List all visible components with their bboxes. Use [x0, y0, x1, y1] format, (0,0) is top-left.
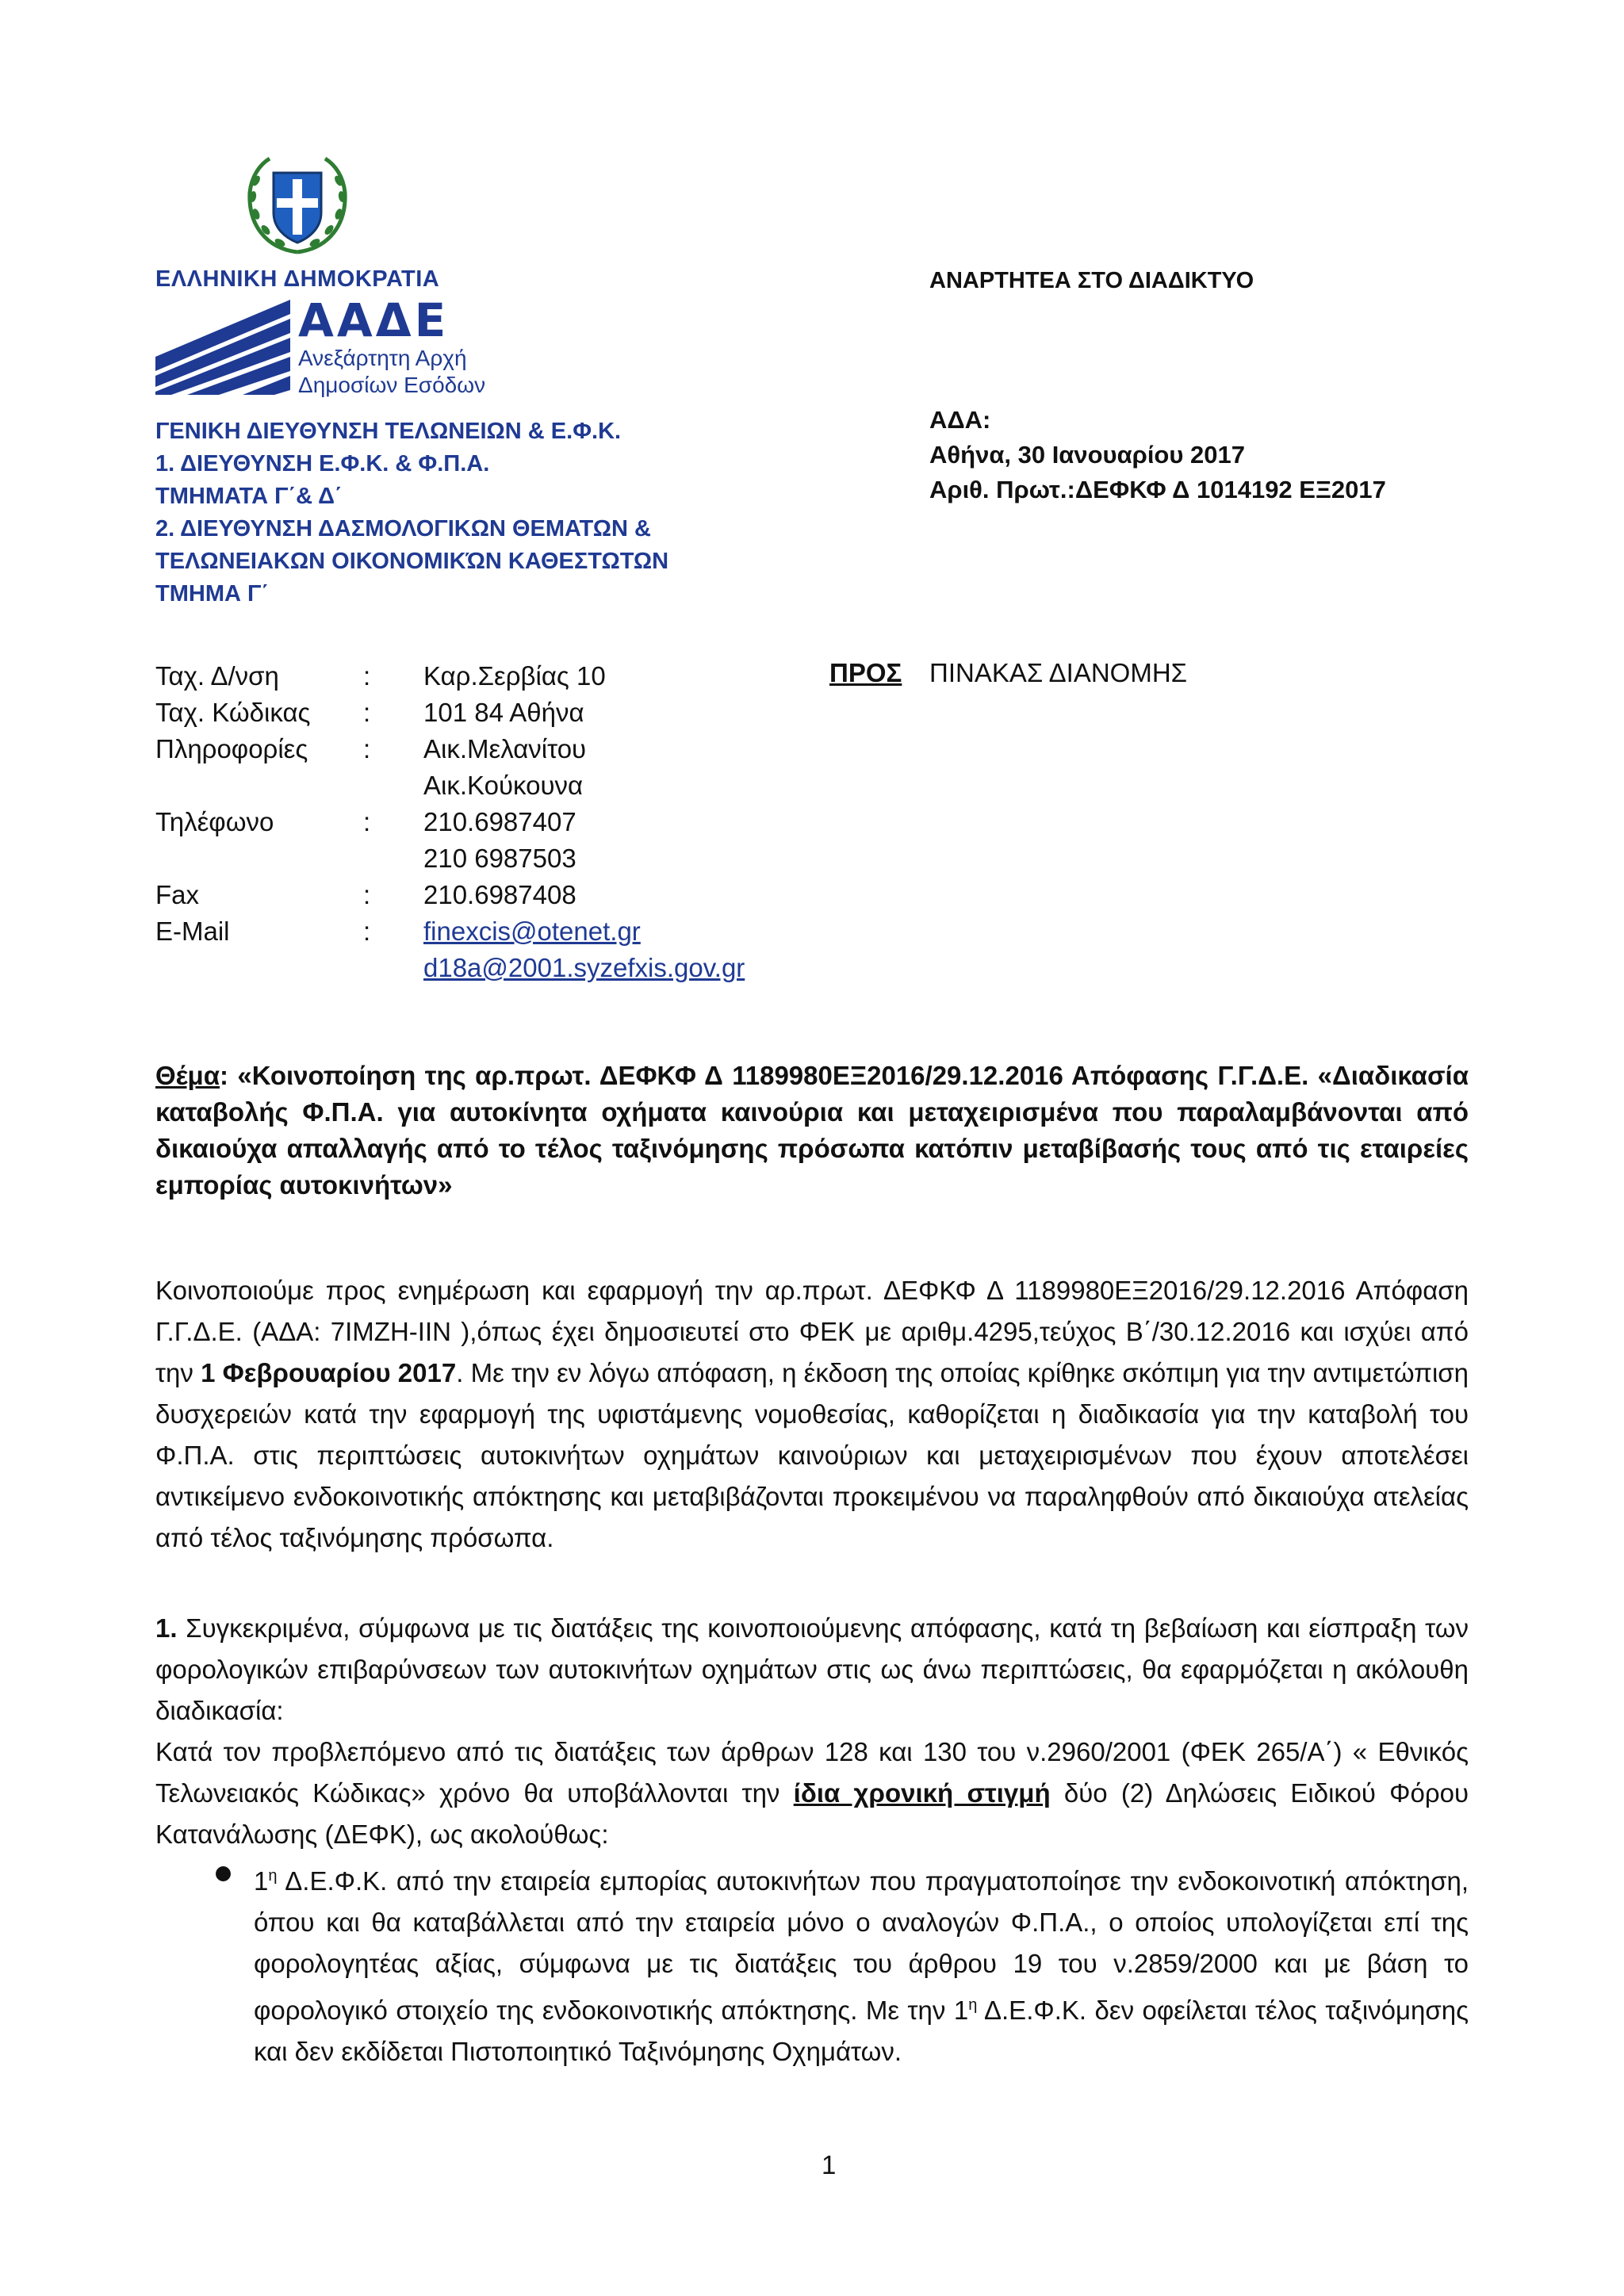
body-paragraph — [155, 1270, 1469, 1559]
paragraph-text: Κοινοποιούμε προς ενημέρωση και εφαρμογή την αρ.πρωτ. ΔΕΦΚΦ Δ 1189980ΕΞ2016/29.12.2016 Απόφαση Γ.Γ.Δ.Ε. (ΑΔΑ: 7ΙΜΖΗ-ΙΙΝ ),όπως έχει δημοσιευτεί στο ΦΕΚ με αριθμ.4295,τεύχος Β΄/30.12.2016 και ισχύει από την — [155, 1276, 1469, 1387]
list-item-text: Δ.Ε.Φ.Κ. δεν οφείλεται τέλος ταξινόμησης και δεν εκδίδεται Πιστοποιητικό Ταξινόμησης Οχημάτων. — [254, 1996, 1469, 2066]
email-link[interactable]: finexcis@otenet.gr — [423, 916, 641, 946]
contact-label: Τηλέφωνο — [155, 807, 274, 836]
issuer-line: ΤΕΛΩΝΕΙΑΚΩΝ ΟΙΚΟΝΟΜΙΚΏΝ ΚΑΘΕΣΤΩΤΩΝ — [155, 549, 669, 574]
ordinal: 1 — [254, 1866, 269, 1896]
contact-row — [155, 913, 745, 950]
contact-row — [155, 840, 745, 877]
republic-title: ΕΛΛΗΝΙΚΗ ΔΗΜΟΚΡΑΤΙΑ — [155, 266, 440, 292]
bullet-icon — [213, 1863, 234, 1885]
contact-value: Αικ.Μελανίτου — [423, 734, 587, 763]
ordinal: 1 — [953, 1996, 969, 2025]
contact-value: 210 6987503 — [423, 844, 576, 873]
aade-logo-subtitle: Ανεξάρτητη Αρχή — [298, 346, 467, 370]
contact-row — [155, 950, 745, 986]
paragraph-text: δύο (2) Δηλώσεις Ειδικού Φόρου Κατανάλωσης (ΔΕΦΚ), ως ακολούθως: — [155, 1778, 1469, 1849]
protocol-number: Αριθ. Πρωτ.:ΔΕΦΚΦ Δ 1014192 ΕΞ2017 — [929, 476, 1386, 503]
email-link[interactable]: d18a@2001.syzefxis.gov.gr — [423, 953, 745, 982]
effective-date: 1 Φεβρουαρίου 2017 — [201, 1358, 457, 1387]
aade-logo-name: ΑΑΔΕ — [298, 293, 450, 347]
recipient-block — [829, 658, 1187, 688]
contact-row — [155, 767, 745, 804]
body-paragraph — [155, 1608, 1469, 1855]
contact-label: Ταχ. Κώδικας — [155, 698, 311, 727]
subject — [155, 1058, 1469, 1203]
contact-separator: : — [363, 807, 371, 836]
paragraph-number: 1. — [155, 1613, 178, 1643]
aade-mark-icon — [155, 300, 290, 395]
contact-row — [155, 658, 745, 695]
document-reference — [929, 403, 1386, 507]
contact-table — [155, 658, 745, 986]
contact-row — [155, 695, 745, 731]
list-item-text: Δ.Ε.Φ.Κ. από την εταιρεία εμπορίας αυτοκινήτων που πραγματοποίησε την ενδοκοινοτική απόκτηση, όπου και θα καταβάλλεται από την εταιρεία μόνο ο αναλογών Φ.Π.Α., ο οποίος υπολογίζεται επί της φορολογητέας αξίας, σύμφωνα με τις διατάξεις του άρθρου 19 του ν.2859/2000 και με βάση το φορολογικό στοιχείο της ενδοκοινοτικής απόκτησης. Με την — [254, 1866, 1469, 2025]
subject-label: Θέμα — [155, 1061, 220, 1090]
ada-label: ΑΔΑ: — [929, 406, 991, 434]
contact-separator: : — [363, 916, 371, 946]
list-item — [254, 1855, 1469, 2072]
contact-row — [155, 877, 745, 913]
contact-label: E-Mail — [155, 916, 230, 946]
issuer-line: ΤΜΗΜΑ Γ΄ — [155, 581, 270, 607]
issuer-line: ΓΕΝΙΚΗ ΔΙΕΥΘΥΝΣΗ ΤΕΛΩΝΕΙΩΝ & Ε.Φ.Κ. — [155, 419, 622, 444]
ordinal-suffix: η — [268, 1867, 278, 1885]
contact-separator: : — [363, 698, 371, 727]
issuer-line: 1. ΔΙΕΥΘΥΝΣΗ Ε.Φ.Κ. & Φ.Π.Α. — [155, 451, 490, 476]
aade-logo-subtitle: Δημοσίων Εσόδων — [298, 373, 486, 397]
recipient-value: ΠΙΝΑΚΑΣ ΔΙΑΝΟΜΗΣ — [929, 658, 1188, 687]
document-date: Αθήνα, 30 Ιανουαρίου 2017 — [929, 441, 1245, 469]
contact-value: 210.6987407 — [423, 807, 576, 836]
greek-coat-of-arms-icon — [242, 149, 353, 260]
paragraph-text: Κατά τον προβλεπόμενο από τις διατάξεις των άρθρων 128 και 130 του ν.2960/2001 (ΦΕΚ 265/Α΄) « Εθνικός Τελωνειακός Κώδικας» χρόνο θα υποβάλλονται την — [155, 1737, 1469, 1808]
paragraph-text: Συγκεκριμένα, σύμφωνα με τις διατάξεις της κοινοποιούμενης απόφασης, κατά τη βεβαίωση και είσπραξη των φορολογικών επιβαρύνσεων των αυτοκινήτων οχημάτων στις ως άνω περιπτώσεις, θα εφαρμόζεται η ακόλουθη διαδικασία: — [155, 1613, 1469, 1725]
ordinal-suffix: η — [968, 1996, 978, 2014]
issuer-line: ΤΜΗΜΑΤΑ Γ΄& Δ΄ — [155, 484, 343, 509]
issuer-block — [155, 415, 668, 610]
subject-text: : «Κοινοποίηση της αρ.πρωτ. ΔΕΦΚΦ Δ 1189980ΕΞ2016/29.12.2016 Απόφασης Γ.Γ.Δ.Ε. «Διαδικασία καταβολής Φ.Π.Α. για αυτοκίνητα οχήματα καινούρια και μεταχειρισμένα που παραλαμβάνονται από δικαιούχα απαλλαγής από το τέλος ταξινόμησης πρόσωπα κατόπιν μεταβίβασής τους από τις εταιρείες εμπορίας αυτοκινήτων» — [155, 1061, 1469, 1200]
contact-value: Καρ.Σερβίας 10 — [423, 661, 606, 691]
recipient-label: ΠΡΟΣ — [829, 658, 902, 687]
contact-label: Πληροφορίες — [155, 734, 308, 763]
contact-row — [155, 804, 745, 840]
issuer-line: 2. ΔΙΕΥΘΥΝΣΗ ΔΑΣΜΟΛΟΓΙΚΩΝ ΘΕΜΑΤΩΝ & — [155, 516, 651, 541]
contact-label: Fax — [155, 880, 200, 909]
page-number: 1 — [822, 2150, 837, 2179]
contact-value: 101 84 Αθήνα — [423, 698, 584, 727]
aade-logo — [155, 293, 504, 403]
contact-separator: : — [363, 880, 371, 909]
posting-notice: ΑΝΑΡΤΗΤΕΑ ΣΤΟ ΔΙΑΔΙΚΤΥΟ — [929, 268, 1254, 293]
contact-label: Ταχ. Δ/νση — [155, 661, 279, 691]
contact-separator: : — [363, 661, 371, 691]
paragraph-text: . Με την εν λόγω απόφαση, η έκδοση της οποίας κρίθηκε σκόπιμη για την αντιμετώπιση δυσχερειών κατά την εφαρμογή της υφιστάμενης νομοθεσίας, καθορίζεται η διαδικασία για την καταβολή του Φ.Π.Α. στις περιπτώσεις αυτοκινήτων οχημάτων καινούριων και μεταχειρισμένων που έχουν αποτελέσει αντικείμενο ενδοκοινοτικής απόκτησης και μεταβιβάζονται προκειμένου να παραληφθούν από δικαιούχα ατελείας από τέλος ταξινόμησης πρόσωπα. — [155, 1358, 1469, 1552]
emphasis-text: ίδια χρονική στιγμή — [793, 1778, 1051, 1808]
contact-value: Αικ.Κούκουνα — [423, 771, 584, 800]
contact-separator: : — [363, 734, 371, 763]
contact-row — [155, 731, 745, 767]
contact-value: 210.6987408 — [423, 880, 576, 909]
